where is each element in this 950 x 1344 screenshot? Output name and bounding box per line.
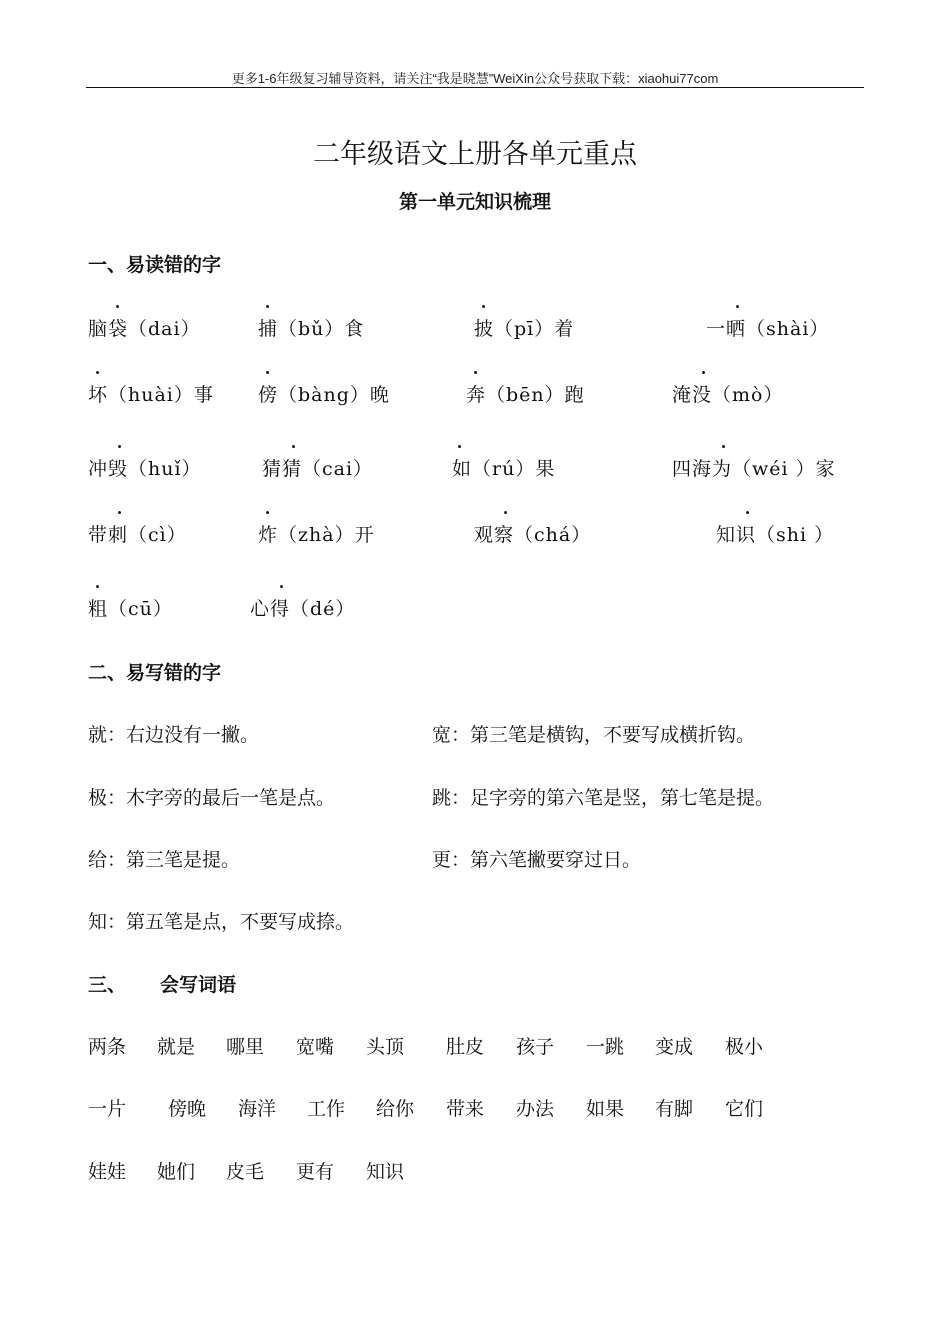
emphasis-dot: · — [456, 437, 464, 456]
emphasis-dot: · — [264, 503, 272, 522]
pinyin-item: · 带刺（cì） — [88, 503, 187, 546]
writing-tip: 更：第六笔撇要穿过日。 — [432, 849, 642, 871]
emphasis-dot: · — [278, 577, 286, 596]
writing-tip: 知：第五笔是点，不要写成捺。 — [88, 911, 355, 933]
writing-tip: 极：木字旁的最后一笔是点。 — [88, 787, 336, 809]
vocab-word: 头顶 — [366, 1036, 405, 1058]
vocab-word: 傍晚 — [168, 1098, 207, 1120]
emphasis-dot: · — [700, 363, 708, 382]
writing-tip: 宽：第三笔是横钩，不要写成横折钩。 — [432, 724, 756, 746]
vocab-word: 它们 — [725, 1098, 764, 1120]
vocab-word: 孩子 — [516, 1036, 555, 1058]
vocab-word: 两条 — [88, 1036, 127, 1058]
writing-tip: 跳：足字旁的第六笔是竖，第七笔是提。 — [432, 787, 775, 809]
vocab-word: 一片 — [88, 1098, 127, 1120]
vocab-word: 极小 — [725, 1036, 764, 1058]
page-header: 更多1-6年级复习辅导资料，请关注“我是晓慧”WeiXin公众号获取下载：xiaohui77com — [231, 71, 719, 86]
header-rule — [86, 87, 864, 88]
vocab-word: 就是 — [157, 1036, 196, 1058]
pinyin-item: · 脑袋（dai） — [88, 297, 201, 340]
emphasis-dot: · — [480, 297, 488, 316]
emphasis-dot: · — [94, 363, 102, 382]
emphasis-dot: · — [116, 503, 124, 522]
pinyin-item: · 如（rú）果 — [452, 437, 556, 480]
pinyin-item: · 坏（huài）事 — [88, 363, 214, 406]
vocab-word: 工作 — [307, 1098, 346, 1120]
section-heading-text: 会写词语 — [160, 974, 237, 996]
pinyin-item: · 四海为（wéi ）家 — [672, 437, 836, 480]
section-number: 三、 — [88, 974, 127, 996]
vocab-word: 娃娃 — [88, 1161, 127, 1183]
pinyin-item: · 奔（bēn）跑 — [466, 363, 585, 406]
page-subtitle: 第一单元知识梳理 — [398, 191, 551, 213]
vocab-word: 办法 — [516, 1098, 555, 1120]
section-heading-1: 一、易读错的字 — [88, 254, 222, 276]
emphasis-dot: · — [734, 297, 742, 316]
pinyin-item: · 炸（zhà）开 — [258, 503, 375, 546]
pinyin-item: · 心得（dé） — [250, 577, 356, 620]
emphasis-dot: · — [264, 297, 272, 316]
pinyin-item: · 淹没（mò） — [672, 363, 784, 406]
emphasis-dot: · — [114, 297, 122, 316]
vocab-word: 带来 — [446, 1098, 485, 1120]
vocab-word: 知识 — [366, 1161, 405, 1183]
pinyin-item: · 傍（bàng）晚 — [258, 363, 390, 406]
vocab-word: 她们 — [157, 1161, 196, 1183]
emphasis-dot: · — [116, 437, 124, 456]
writing-tip: 给：第三笔是提。 — [88, 849, 241, 871]
emphasis-dot: · — [472, 363, 480, 382]
emphasis-dot: · — [744, 503, 752, 522]
emphasis-dot: · — [290, 437, 298, 456]
vocab-word: 肚皮 — [446, 1036, 485, 1058]
writing-tip: 就：右边没有一撇。 — [88, 724, 260, 746]
pinyin-item: · 猜猜（cai） — [262, 437, 374, 480]
pinyin-item: · 观察（chá） — [474, 503, 592, 546]
vocab-word: 给你 — [376, 1098, 415, 1120]
vocab-word: 宽嘴 — [296, 1036, 335, 1058]
vocab-word: 皮毛 — [226, 1161, 265, 1183]
vocab-word: 哪里 — [226, 1036, 265, 1058]
pinyin-item: · 捕（bǔ）食 — [258, 297, 365, 340]
vocab-word: 海洋 — [238, 1098, 277, 1120]
emphasis-dot: · — [264, 363, 272, 382]
vocab-word: 一跳 — [586, 1036, 625, 1058]
pinyin-item: · 冲毁（huǐ） — [88, 437, 202, 480]
pinyin-item: · 一晒（shài） — [706, 297, 830, 340]
pinyin-item: · 粗（cū） — [88, 577, 173, 620]
emphasis-dot: · — [502, 503, 510, 522]
section-heading-3 — [88, 970, 236, 997]
pinyin-item: · 披（pī）着 — [474, 297, 575, 340]
vocab-word: 有脚 — [655, 1098, 694, 1120]
section-heading-2: 二、易写错的字 — [88, 662, 222, 684]
vocab-word: 变成 — [655, 1036, 694, 1058]
vocab-word: 更有 — [296, 1161, 335, 1183]
emphasis-dot: · — [720, 437, 728, 456]
pinyin-item: · 知识（shi ） — [716, 503, 835, 546]
emphasis-dot: · — [94, 577, 102, 596]
page-title: 二年级语文上册各单元重点 — [313, 139, 637, 170]
vocab-word: 如果 — [586, 1098, 625, 1120]
